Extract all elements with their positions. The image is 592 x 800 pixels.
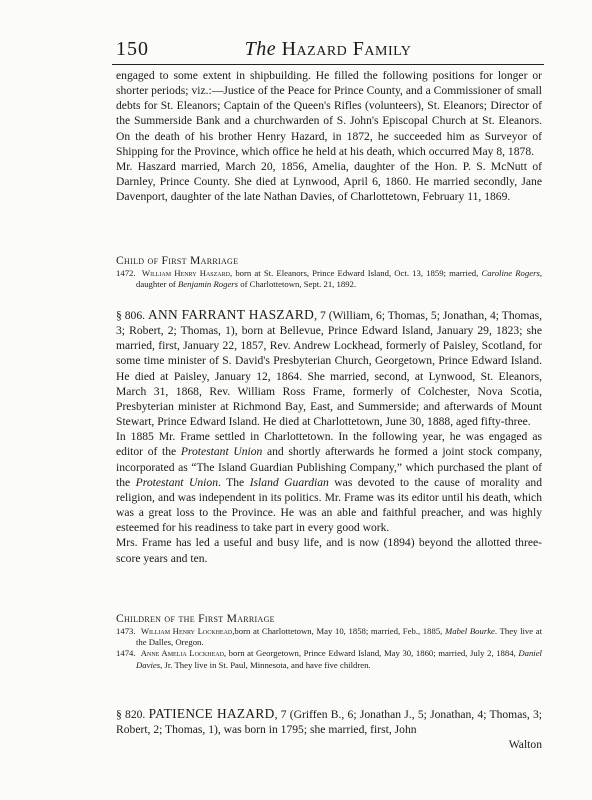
section-mark: § 820. [116, 708, 146, 721]
entry-text: , born at Georgetown, Prince Edward Island, May 30, 1860; married, July 2, 1884, [223, 648, 519, 659]
child-section-1 [116, 253, 542, 290]
page-number: 150 [116, 38, 149, 60]
entry-text: of Charlottetown, Sept. 21, 1892. [238, 279, 357, 290]
entry-text: ,born at Charlottetown, May 10, 1858; married, Feb., 1885, [232, 626, 445, 636]
running-title [112, 38, 544, 61]
section-820-text [116, 706, 542, 737]
child-name: William Henry Haszard [141, 268, 230, 278]
spouse-father-name: Benjamin Rogers [177, 279, 239, 290]
running-header [112, 36, 544, 65]
running-title-family: Hazard Family [281, 38, 412, 60]
frame-text: . The [218, 475, 250, 489]
section-806-text [116, 307, 542, 429]
running-title-the: The [244, 38, 277, 60]
entry-number: 1474. [116, 648, 136, 659]
child-heading-first-marriage: Child of First Marriage [116, 254, 239, 267]
entry-text: , Jr. They live in St. Paul, Minnesota, and have five children. [160, 659, 371, 670]
opening-paragraphs [116, 68, 542, 204]
entry-text: , born at St. Eleanors, Prince Edward Island, Oct. 13, 1859; married, [229, 268, 482, 278]
section-806-body: , 7 (William, 6; Thomas, 5; Jonathan, 4; Thomas, 3; Robert, 2; Thomas, 1), born at Bellevue, Prince Edward Island, January 29, 1823; she married, first, January 22, 1857, Rev. Andrew Lockhead, formerly of Paisley, Scotland, for some time minister of S. David's Presbyterian Church, Georgetown, Prince Edward Island. He died at Paisley, January 12, 1864. She married, second, at Lynwood, St. Eleanors, March 31, 1868, Rev. William Ross Frame, formerly of Colchester, Nova Scotia, Presbyterian minister at Richmond Bay, East, and Summerside; and afterwards of Mount Stewart, Prince Edward Island. He died at Charlottetown, June 30, 1888, aged fifty-three. [116, 309, 543, 429]
frame-paragraph [116, 429, 542, 535]
entry-text: , daughter of [136, 268, 543, 290]
opening-text: engaged to some extent in shipbuilding. He filled the following positions for longer or shorter periods; viz.:—Justice of the Peace for Prince County, and a Commissioner of small debts for St. Eleanors; Captain of the Queen's Rifles (volunteers), St. Eleanors; Director of the Summerside Bank and a churchwarden of S. John's Episcopal Church at St. Eleanors. On the death of his brother Henry Hazard, in 1872, he succeeded him as Surveyor of Shipping for the Province, which office he held at his death, which occurred May 8, 1878. [116, 69, 542, 158]
child-heading-children: Children of the First Marriage [116, 612, 275, 625]
child-name: William Henry Lockhead [140, 626, 233, 636]
frame-text: and shortly afterwards he formed a joint stock company, incorporated as “The Island Guardian Publishing Company,” which purchased the plant of the [116, 445, 542, 489]
spouse-name: Caroline Rogers [481, 268, 540, 278]
spouse-name: Mabel Bourke [444, 626, 495, 636]
frame-text: was devoted to the cause of morality and religion, and was independent in its politics. Mr. Frame was its editor until his death, which was a great loss to the Province. He was an able and faithful preacher, and was highly esteemed for his readiness to take part in every good work. [116, 475, 543, 535]
child-section-2 [116, 611, 542, 671]
spouse-name: Daniel Davies [136, 648, 542, 670]
section-mark: § 806. [116, 309, 146, 322]
child-name: Anne Amelia Lockhead [140, 648, 224, 659]
entry-number: 1473. [116, 626, 136, 636]
section-806-name: ANN FARRANT HASZARD [148, 307, 315, 322]
child-entry-1474 [116, 648, 542, 670]
section-820-name: PATIENCE HAZARD [148, 706, 275, 721]
section-806 [116, 307, 542, 566]
entry-number: 1472. [116, 268, 136, 278]
catchword: Walton [508, 738, 542, 752]
child-entry-1473 [116, 626, 542, 648]
mrs-frame-paragraph: Mrs. Frame has led a useful and busy life, and is now (1894) beyond the allotted three-score years and ten. [116, 536, 542, 565]
entry-text: . They live at the Dalles, Oregon. [136, 626, 543, 648]
frame-text: In 1885 Mr. Frame settled in Charlottetown. In the following year, he was engaged as editor of the [116, 430, 542, 459]
publication-title: Island Guardian [249, 475, 329, 489]
section-820-body: , 7 (Griffen B., 6; Jonathan J., 5; Jonathan, 4; Thomas, 3; Robert, 2; Thomas, 1), was born in 1795; she married, first, John [116, 708, 543, 737]
marriage-text: Mr. Haszard married, March 20, 1856, Amelia, daughter of the Hon. P. S. McNutt of Darnley, Prince County. She died at Lynwood, April 6, 1860. He married secondly, Jane Davenport, daughter of the late Nathan Davies, of Charlottetown, February 11, 1869. [116, 159, 542, 204]
publication-title: Protestant Union [135, 475, 218, 489]
section-820 [116, 706, 542, 752]
publication-title: Protestant Union [180, 445, 263, 459]
child-entry-1472 [116, 268, 542, 290]
